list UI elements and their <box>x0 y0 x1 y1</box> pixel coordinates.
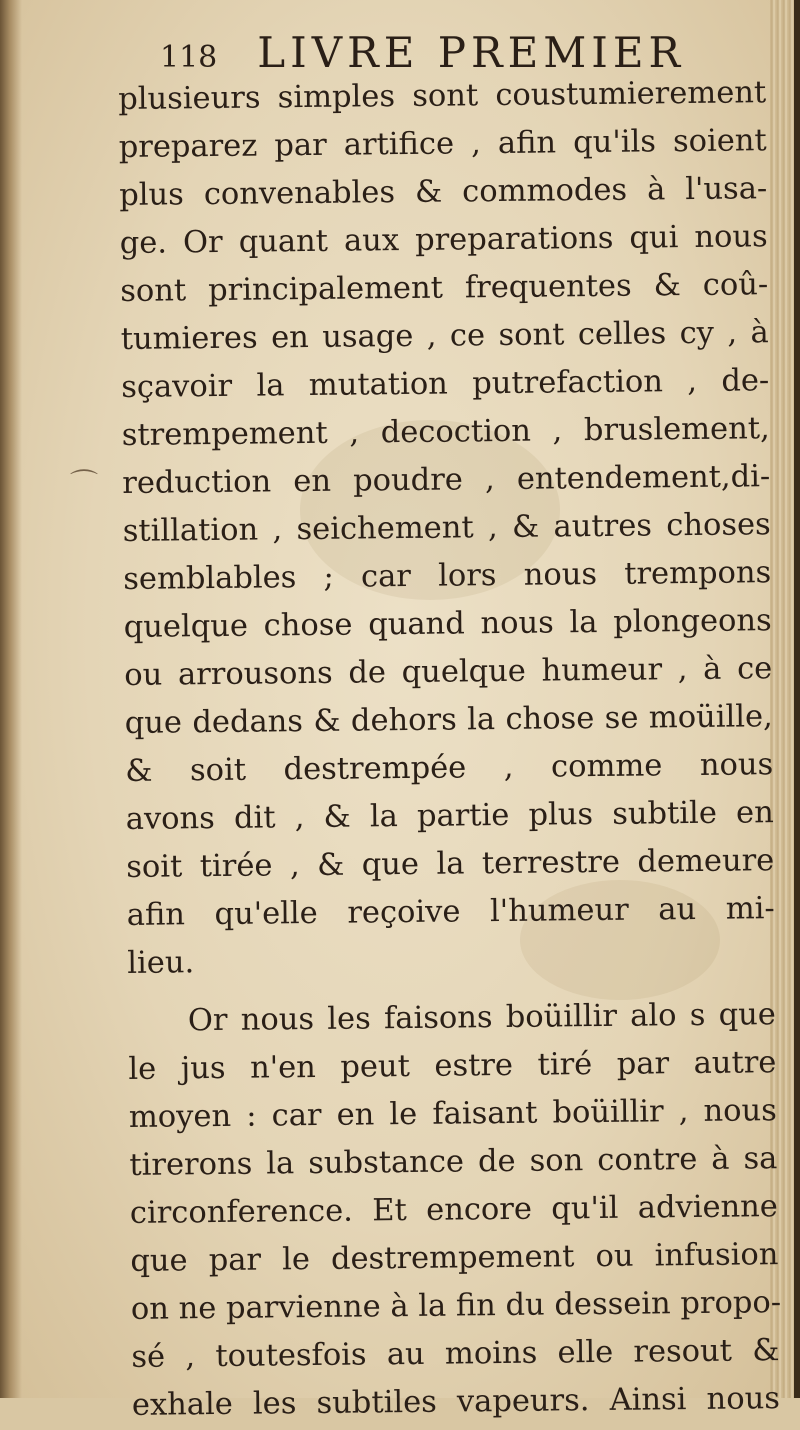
text-line: tirerons la substance de son contre à sa <box>129 1141 778 1183</box>
text-line: strempement , decoction , bruslement, <box>121 411 770 453</box>
text-line: on ne parvienne à la fin du dessein propo- <box>130 1285 782 1327</box>
text-line: quelque chose quand nous la plongeons <box>123 603 772 645</box>
text-line: sé , toutesfois au moins elle resout & <box>131 1333 780 1375</box>
text-line: preparez par artifice , afin qu'ils soient <box>118 123 767 165</box>
paragraph-1 <box>118 69 776 988</box>
text-line: ou arrousons de quelque humeur , à ce <box>124 651 773 693</box>
text-line: afin qu'elle reçoive l'humeur au mi- <box>126 891 775 933</box>
text-line: que dedans & dehors la chose se moüille, <box>124 699 773 741</box>
body-text <box>118 69 782 1423</box>
text-line: stillation , seichement , & autres choses <box>122 507 771 549</box>
text-line: soit tirée , & que la terrestre demeure <box>126 843 775 885</box>
text-line: sont principalement frequentes & coû- <box>120 267 769 309</box>
page-number: 118 <box>160 40 218 75</box>
page-edge-shadow <box>794 0 800 1398</box>
text-line: ge. Or quant aux preparations qui nous <box>119 219 768 261</box>
text-line: semblables ; car lors nous trempons <box>123 555 772 597</box>
text-line: avons dit , & la partie plus subtile en <box>125 795 774 837</box>
text-line: exhale les subtiles vapeurs. Ainsi nous <box>131 1381 781 1423</box>
text-line: Or nous les faisons boüillir alo s que <box>187 997 777 1039</box>
text-line: plus convenables & commodes à l'usa- <box>119 171 768 213</box>
page-binding-shadow <box>0 0 22 1398</box>
text-line: & soit destrempée , comme nous <box>125 747 774 789</box>
text-line: le jus n'en peut estre tiré par autre <box>128 1045 777 1087</box>
running-title: LIVRE PREMIER <box>257 28 686 77</box>
paragraph-2 <box>128 991 780 1430</box>
text-line: plusieurs simples sont coustumierement <box>118 75 767 117</box>
text-line: sçavoir la mutation putrefaction , de- <box>121 363 770 405</box>
text-line: circonference. Et encore qu'il advienne <box>129 1189 779 1231</box>
text-line: tumieres en usage , ce sont celles cy , à <box>120 315 769 357</box>
text-line: moyen : car en le faisant boüillir , nous <box>128 1093 778 1135</box>
text-line: reduction en poudre , entendement,di- <box>122 459 771 501</box>
margin-pen-mark: ⌒ <box>70 467 99 500</box>
text-line: lieu. <box>127 945 195 981</box>
text-line: que par le destrempement ou infusion <box>130 1237 779 1279</box>
